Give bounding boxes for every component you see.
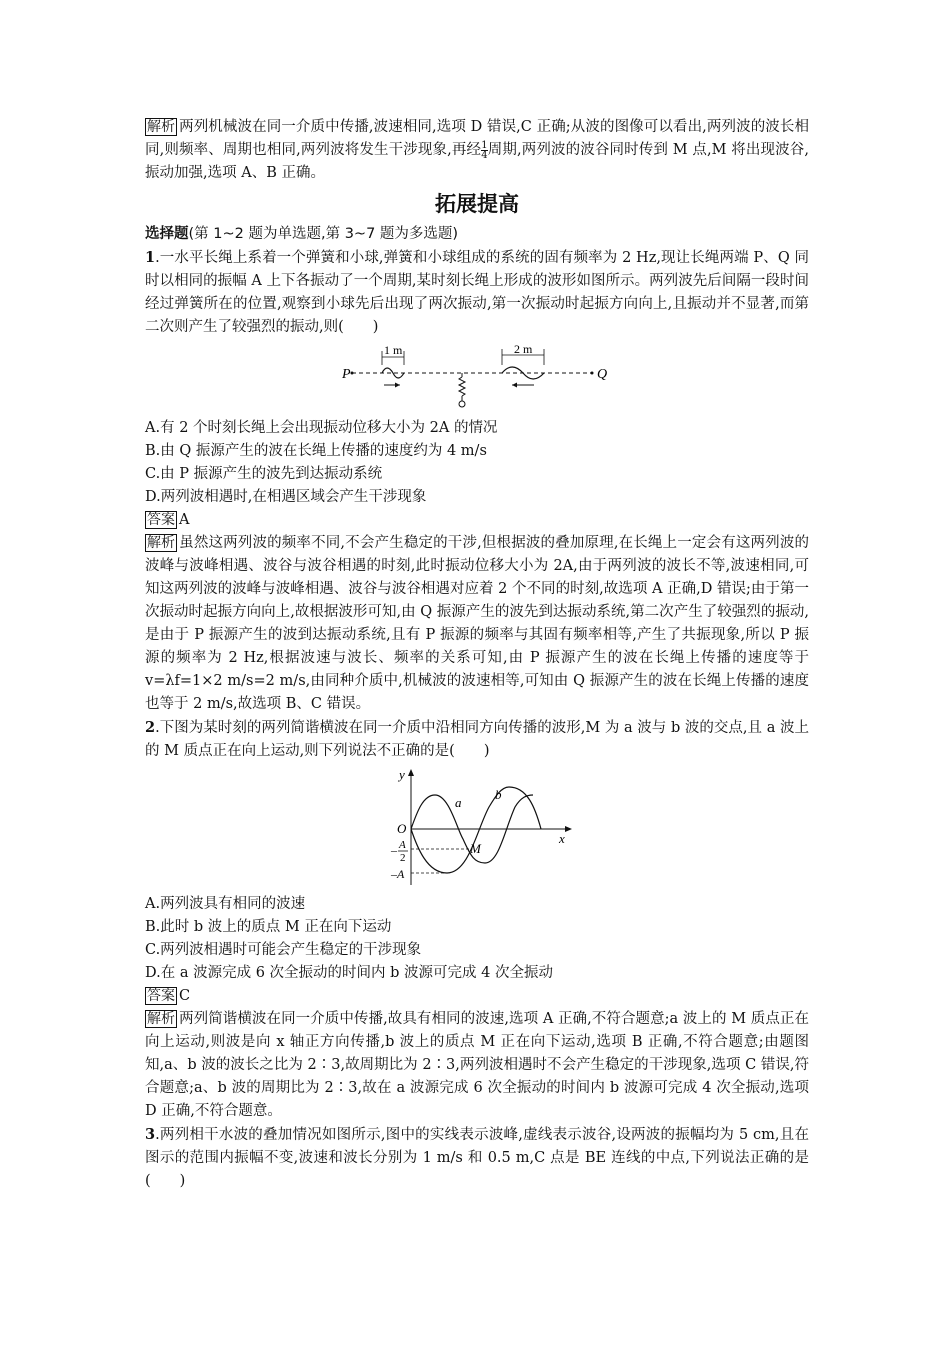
- question-2-options: [145, 893, 809, 985]
- half-a-bottom: 2: [400, 852, 406, 864]
- label-q: Q: [597, 367, 608, 382]
- analysis-2: [145, 1008, 809, 1123]
- question-1: [145, 246, 809, 339]
- option-d: D.在 a 波源完成 6 次全振动的时间内 b 波源可完成 4 次全振动: [145, 965, 553, 981]
- half-a-top: A: [399, 839, 406, 851]
- analysis-text: 虽然这两列波的频率不同,不会产生稳定的干涉,但根据波的叠加原理,在长绳上一定会有这两列波的波峰与波峰相遇、波谷与波谷相遇的时刻,此时振动位移大小为 2A,由于两列波的波长不等,波速相同,可知这两列波的波峰与波峰相遇、波谷与波谷相遇对应着 2 个不同的时刻,故选项 A 正确,D 错误;由于第一次振动时起振方向向上,故根据波形可知,由 Q 振源产生的波先到达振动系统,第二次产生了较强烈的振动,是由于 P 振源产生的波到达振动系统,且有 P 振源的频率与其固有频率相等,产生了共振现象,所以 P 振源的频率为 2 Hz,根据波速与波长、频率的关系可知,由 P 振源产生的波在长绳上传播的速度等于 v=λf=1×2 m/s=2 m/s,由同种介质中,机械波的波速相等,可知由 Q 振源产生的波在长绳上传播的速度也等于 2 m/s,故选项 B、C 错误。: [145, 535, 809, 712]
- origin-label: O: [397, 821, 407, 836]
- analysis-tag: 解析: [147, 1011, 175, 1027]
- option-c: C.由 P 振源产生的波先到达振动系统: [145, 466, 383, 482]
- x-axis-label: x: [559, 831, 565, 846]
- analysis-1: [145, 532, 809, 716]
- intro-paragraph: [145, 116, 809, 185]
- intro-text-b: 周期,两列波的波谷同时传到 M 点,M 将出现波谷,振动加强,选项 A、B 正确。: [145, 142, 809, 181]
- neg-a-label: –A: [391, 867, 405, 881]
- rope-wave-figure: [342, 343, 612, 413]
- answer-tag: 答案: [147, 988, 175, 1004]
- question-number: 2: [145, 719, 156, 736]
- question-text: .下图为某时刻的两列简谐横波在同一介质中沿相同方向传播的波形,M 为 a 波与 b 波的交点,且 a 波上的 M 质点正在向上运动,则下列说法不正确的是( ): [145, 720, 809, 759]
- option-a: A.有 2 个时刻长绳上会出现振动位移大小为 2A 的情况: [145, 420, 498, 436]
- section-title: [145, 223, 809, 246]
- option-c: C.两列波相遇时可能会产生稳定的干涉现象: [145, 942, 422, 958]
- section-heading: 拓展提高: [435, 192, 519, 216]
- analysis-tag: 解析: [147, 535, 175, 551]
- length-2m: 2 m: [514, 343, 533, 356]
- document-page: [145, 116, 809, 1193]
- question-number: 3: [145, 1126, 156, 1143]
- question-text: .两列相干水波的叠加情况如图所示,图中的实线表示波峰,虚线表示波谷,设两波的振幅均为 5 cm,且在图示的范围内振幅不变,波速和波长分别为 1 m/s 和 0.5 m,C 点是 BE 连线的中点,下列说法正确的是( ): [145, 1127, 809, 1189]
- question-2: [145, 716, 809, 763]
- analysis-tag: 解析: [147, 119, 175, 135]
- answer-value: C: [179, 988, 191, 1004]
- section-title-bold: 选择题: [145, 226, 189, 242]
- wave-a-label: a: [455, 795, 462, 810]
- question-text: .一水平长绳上系着一个弹簧和小球,弹簧和小球组成的系统的固有频率为 2 Hz,现让长绳两端 P、Q 同时以相同的振幅 A 上下各振动了一个周期,某时刻长绳上形成的波形如图所示。两列波先后间隔一段时间经过弹簧所在的位置,观察到小球先后出现了两次振动,第一次振动时起振方向向上,且振动并不显著,而第二次则产生了较强烈的振动,则( ): [145, 250, 809, 335]
- y-axis-label: y: [399, 767, 405, 782]
- option-a: A.两列波具有相同的波速: [145, 896, 306, 912]
- intro-text-a: 两列机械波在同一介质中传播,波速相同,选项 D 错误,C 正确;从波的图像可以看出,两列波的波长相同,则频率、周期也相同,两列波将发生干涉现象,再经: [145, 119, 809, 158]
- answer-1: [145, 509, 809, 532]
- question-number: 1: [145, 249, 156, 266]
- answer-2: [145, 985, 809, 1008]
- answer-value: A: [179, 512, 190, 528]
- label-p: P: [342, 367, 351, 382]
- wave-b-label: b: [495, 787, 502, 802]
- option-b: B.由 Q 振源产生的波在长绳上传播的速度约为 4 m/s: [145, 443, 487, 459]
- answer-tag: 答案: [147, 512, 175, 528]
- two-waves-figure: [377, 767, 577, 889]
- question-3: [145, 1123, 809, 1193]
- option-b: B.此时 b 波上的质点 M 正在向下运动: [145, 919, 392, 935]
- analysis-text: 两列简谐横波在同一介质中传播,故具有相同的波速,选项 A 正确,不符合题意;a 波上的 M 质点正在向上运动,则波是向 x 轴正方向传播,b 波上的质点 M 正在向下运动,选项 B 正确,不符合题意;由题图知,a、b 波的波长之比为 2∶3,故周期比为 2∶3,两列波相遇时不会产生稳定的干涉现象,选项 C 错误,符合题意;a、b 波的周期比为 2∶3,故在 a 波源完成 6 次全振动的时间内 b 波源可完成 4 次全振动,选项 D 正确,不符合题意。: [145, 1011, 809, 1119]
- question-1-options: [145, 417, 809, 509]
- neg-sign: –: [391, 843, 397, 857]
- option-d: D.两列波相遇时,在相遇区域会产生干涉现象: [145, 489, 427, 505]
- point-m-label: M: [470, 841, 481, 856]
- fraction-one-quarter: $\frac{1}{4}$: [481, 139, 488, 161]
- section-title-rest: (第 1~2 题为单选题,第 3~7 题为多选题): [188, 226, 459, 242]
- length-1m: 1 m: [384, 343, 403, 357]
